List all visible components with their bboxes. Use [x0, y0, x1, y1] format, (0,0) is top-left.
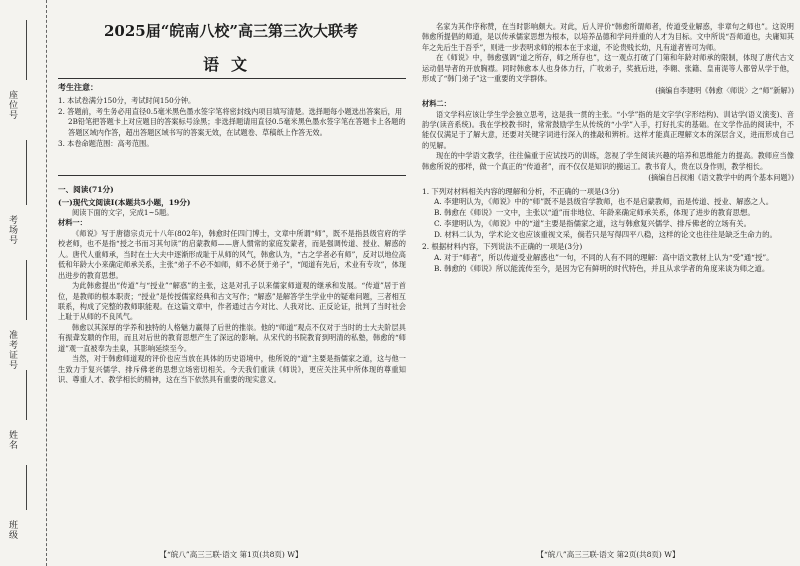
page-footer: 【“皖八”高三三联·语文 第2页(共8页) W】	[536, 550, 680, 559]
binding-line	[26, 20, 27, 80]
page-footer: 【“皖八”高三三联·语文 第1页(共8页) W】	[159, 550, 303, 559]
section-heading: 一、阅读(71分)	[58, 185, 114, 194]
citation: (摘编自吕叔湘《语文教学中的两个基本问题》)	[648, 173, 794, 183]
question-stem: 1. 下列对材料相关内容的理解和分析，不正确的一项是(3分)	[422, 186, 620, 196]
subsection-heading: (一)现代文阅读Ⅰ(本题共5小题，19分)	[58, 198, 191, 207]
paragraph: 当然，对于韩愈师道观的评价也应当放在具体的历史语境中，他所说的“道”主要是指儒家之道，这与他一生致力于复兴儒学、排斥佛老的思想立场密切相关。今天我们重读《师说》，更应关注其中所体现的尊重知识、尊重人才、教学相长的精神，这在当下依然具有重要的现实意义。	[58, 354, 406, 384]
paragraph: 韩愈以其深厚的学养和独特的人格魅力赢得了后世的推崇。他的“师道”观点不仅对于当时的士大夫阶层具有振聋发聩的作用，而且对后世的教育思想产生了深远的影响。从宋代的书院教育到明清的私塾，韩愈的“师道”观一直被奉为圭臬，其影响延续至今。	[58, 322, 406, 353]
paragraph: 现在的中学语文教学，往往偏重于应试技巧的训练，忽视了学生阅读兴趣的培养和思维能力的提高。教师应当像韩愈所说的那样，做一个真正的“传道者”，而不仅仅是知识的搬运工。教书育人，贵在以身作则，教学相长。	[422, 151, 794, 171]
citation: (摘编自李建明《韩愈〈师说〉之“师”新解》)	[655, 85, 794, 95]
question-option: A. 李建明认为，《师说》中的“师”既不是县级官学教师，也不是启蒙教师，而是传道、授业、解惑之人。	[434, 197, 774, 207]
material-label: 材料一：	[58, 218, 87, 228]
question-option: A. 对于“师者”，所以传道受业解惑也”一句，不同的人有不同的理解：高中语文教材上认为“受”通“授”。	[434, 252, 774, 262]
question-option: B. 韩愈在《师说》一文中，主张以“道”而非地位、年龄来确定师承关系，体现了进步的教育思想。	[434, 208, 755, 218]
paragraph: 语文学科应该让学生学会独立思考，这是我一贯的主张。“小学”指的是文字学(字形结构)、训诂学(语义演变)、音韵学(读音系统)。我在学校教书时，常常鼓励学生从传统的“小学”入手，打好扎实的基础。在文学作品的阅读中，不能仅仅满足于了解大意，还要对关键字词进行深入的推敲和辨析。这样才能真正理解文本的深层含义，进而形成自己的见解。	[422, 109, 794, 150]
binding-label-name: 姓名	[7, 430, 17, 450]
paragraph: 《师说》写于唐德宗贞元十八年(802年)，韩愈时任四门博士，文章中所谓“师”，既不是指县级官府的学校老师，也不是指“授之书而习其句读”的启蒙教师——唐人惯常的家庭发蒙者，而是强调传道、授业、解惑的人。唐代人重师承，当时在士大夫中逐渐形成耻于从师的风气，韩愈认为，“古之学者必有师”，反对以地位高低和年龄大小来确定师承关系，主张“弟子不必不如师，师不必贤于弟子”，“闻道有先后，术业有专攻”，体现出进步的教育思想。	[58, 228, 406, 280]
binding-line	[26, 465, 27, 510]
binding-label-room: 考场号	[7, 215, 17, 245]
material-label: 材料二：	[422, 99, 451, 109]
notice-title: 考生注意：	[58, 82, 98, 92]
subject-title: 语文	[202, 55, 259, 74]
binding-strip	[0, 0, 47, 566]
left-page	[52, 0, 410, 566]
question-stem: 2. 根据材料内容，下列说法不正确的一项是(3分)	[422, 242, 583, 252]
instruction: 阅读下面的文字，完成1~5题。	[72, 208, 174, 217]
notice-item: 1. 本试卷满分150分，考试时间150分钟。	[58, 95, 196, 105]
binding-label-class: 班级	[7, 520, 17, 540]
binding-line	[26, 260, 27, 320]
question-option: C. 李建明认为，《师说》中的“道”主要是指儒家之道，这与韩愈复兴儒学、排斥佛老的立场有关。	[434, 218, 751, 228]
paragraph: 在《师说》中，韩愈强调“道之所存，师之所存也”，这一观点打破了门第和年龄对师承的限制，体现了唐代古文运动倡导者的开放胸襟。同时韩愈本人也身体力行，广收弟子，奖掖后进，李翱、张籍、皇甫湜等人都曾从学于他，形成了“韩门弟子”这一重要的文学群体。	[422, 53, 794, 84]
question-option: B. 韩愈的《师说》所以能流传至今，是因为它有鲜明的时代特色，并且从求学者的角度来谈为师之道。	[434, 263, 770, 273]
right-page	[422, 0, 794, 566]
notice-item: 2. 答题前，考生务必用直径0.5毫米黑色墨水签字笔将密封线内项目填写清楚。选择题每小题选出答案后，用2B铅笔把答题卡上对应题目的答案标号涂黑；非选择题请用直径0.5毫米黑色墨水签字笔在答题卡上各题的答题区域内作答，超出答题区域书写的答案无效，在试题卷、草稿纸上作答无效。	[58, 107, 406, 137]
exam-title: 2025届“皖南八校”高三第三次大联考	[103, 22, 358, 40]
reading-section	[58, 182, 406, 544]
binding-line	[26, 140, 27, 205]
exam-notice	[58, 78, 406, 176]
question-option: D. 材料二认为，学术论文也应该重视文采，倘若只是写得四平八稳，这样的论文也往往是缺乏生命力的。	[434, 229, 777, 239]
binding-label-exam-id: 准考证号	[7, 330, 17, 370]
notice-item: 3. 本卷命题范围：高考范围。	[58, 139, 154, 149]
binding-line	[26, 370, 27, 420]
paragraph: 名家为其作序称赞，在当时影响颇大。对此，后人评价“韩愈所谓师者，传道受业解惑，非章句之师也”。这说明韩愈所提倡的师道，是以传承儒家思想为根本，以培养品德和学问并重的人才为目标。文中所说“吾师道也，夫庸知其年之先后生于吾乎”，则进一步表明求师的根本在于求道，不论贵贱长幼，凡有道者皆可为师。	[422, 22, 794, 52]
binding-label-seat: 座位号	[7, 90, 17, 120]
reading-continued	[422, 22, 794, 544]
paragraph: 为此韩愈提出“传道”与“授业”“解惑”的主张，这是对孔子以来儒家师道观的继承和发展。“传道”居于首位，是教师的根本职责；“授业”是传授儒家经典和古文写作；“解惑”是解答学生学业中的疑难问题，三者相互联系，构成了完整的教师职能观。在这篇文章中，作者通过古今对比、人我对比、正反论证，批判了当时社会上耻于从师的不良风气。	[58, 281, 406, 322]
